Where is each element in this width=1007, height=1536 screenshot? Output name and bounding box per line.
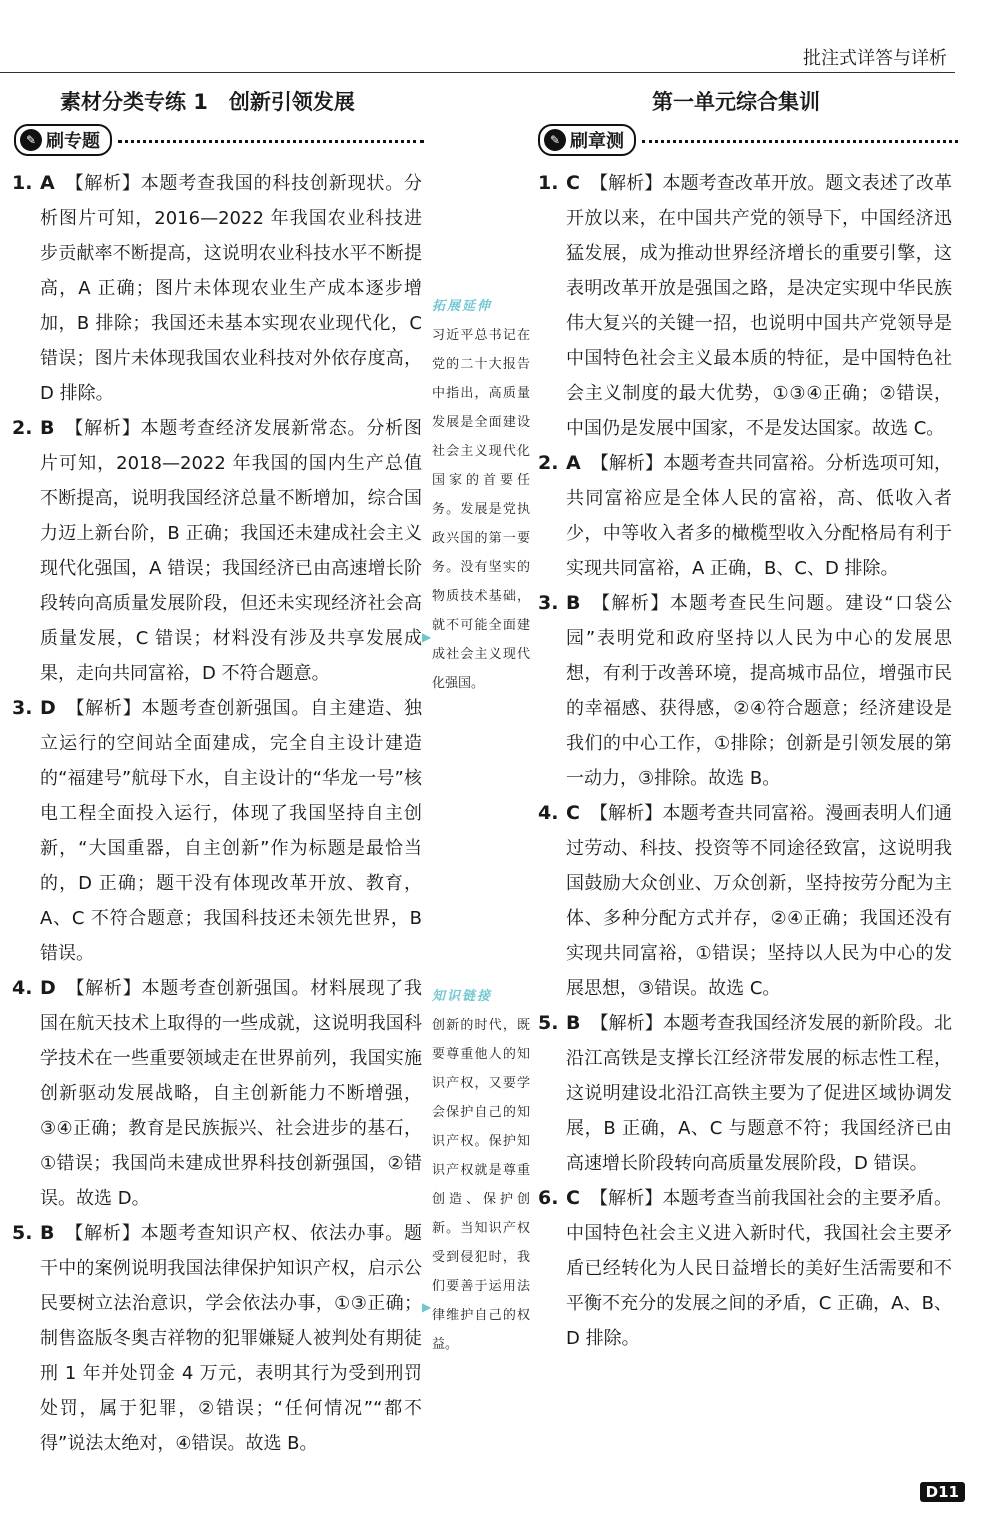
answer-letter: C xyxy=(566,802,580,824)
right-tag-row xyxy=(538,126,958,154)
answer-text: 【解析】本题考查我国的科技创新现状。分析图片可知，2016—2022 年我国农业科技进步贡献率不断提高，这说明农业科技水平不断提高，A 正确；图片未体现农业生产成本逐步增加，B 排除；我国还未基本实现农业现代化，C 错误；图片未体现我国农业科技对外依存度高，D 排除。 xyxy=(40,173,422,404)
answer-item xyxy=(538,1181,952,1356)
right-section-title: 第一单元综合集训 xyxy=(652,90,820,114)
sidenote-heading: 知识链接 xyxy=(432,989,493,1004)
answer-text: 【解析】本题考查共同富裕。漫画表明人们通过劳动、科技、投资等不同途径致富，这说明我国鼓励大众创业、万众创新，坚持按劳分配为主体、多种分配方式并存，②④正确；我国还没有实现共同富裕，①错误；坚持以人民为中心的发展思想，③错误。故选 C。 xyxy=(566,803,952,999)
sidenote-heading: 拓展延伸 xyxy=(432,299,493,314)
answer-text: 【解析】本题考查当前我国社会的主要矛盾。中国特色社会主义进入新时代，我国社会主要矛盾已经转化为人民日益增长的美好生活需要和不平衡不充分的发展之间的矛盾，C 正确，A、B、D 排除。 xyxy=(566,1188,952,1349)
answer-text: 【解析】本题考查经济发展新常态。分析图片可知，2018—2022 年我国的国内生产总值不断提高，说明我国经济总量不断增加，综合国力迈上新台阶，B 正确；我国还未建成社会主义现代化强国，A 错误；我国经济已由高速增长阶段转向高质量发展阶段，但还未实现经济社会高质量发展，C 错误；材料没有涉及共享发展成果，走向共同富裕，D 不符合题意。 xyxy=(40,418,422,684)
answer-letter: B xyxy=(566,592,581,614)
left-answer-list xyxy=(12,166,422,1461)
answer-number: 5. xyxy=(538,1012,559,1034)
answer-letter: B xyxy=(566,1012,581,1034)
answer-letter: C xyxy=(566,1187,580,1209)
answer-letter: A xyxy=(40,172,55,194)
extension-sidenote xyxy=(432,292,530,698)
page-number: D11 xyxy=(920,1482,965,1502)
answer-item xyxy=(12,1216,422,1461)
answer-item xyxy=(538,586,952,796)
answer-item xyxy=(12,691,422,971)
answer-number: 6. xyxy=(538,1187,559,1209)
left-tag-row xyxy=(14,126,424,154)
answer-number: 1. xyxy=(538,172,559,194)
answer-text: 【解析】本题考查共同富裕。分析选项可知，共同富裕应是全体人民的富裕，高、低收入者少，中等收入者多的橄榄型收入分配格局有利于实现共同富裕，A 正确，B、C、D 排除。 xyxy=(566,453,952,579)
right-tag-badge xyxy=(538,124,636,156)
answer-number: 4. xyxy=(12,977,33,999)
brush-icon: ✎ xyxy=(544,129,566,151)
answer-number: 3. xyxy=(12,697,33,719)
left-tag-badge xyxy=(14,124,112,156)
sidenote-text: 创新的时代，既要尊重他人的知识产权，又要学会保护自己的知识产权。保护知识产权就是尊重创造、保护创新。当知识产权受到侵犯时，我们要善于运用法律维护自己的权益。 xyxy=(432,1018,530,1352)
answer-item xyxy=(538,1006,952,1181)
dotted-divider xyxy=(642,140,958,143)
dotted-divider xyxy=(118,140,424,143)
answer-number: 2. xyxy=(538,452,559,474)
right-answer-list xyxy=(538,166,952,1356)
answer-number: 1. xyxy=(12,172,33,194)
answer-number: 4. xyxy=(538,802,559,824)
pointer-arrow-icon: ▶ xyxy=(422,630,432,644)
answer-letter: D xyxy=(40,977,56,999)
answer-number: 5. xyxy=(12,1222,33,1244)
answer-letter: B xyxy=(40,1222,55,1244)
answer-item xyxy=(12,411,422,691)
answer-text: 【解析】本题考查改革开放。题文表述了改革开放以来，在中国共产党的领导下，中国经济迅猛发展，成为推动世界经济增长的重要引擎，这表明改革开放是强国之路，是决定实现中华民族伟大复兴的关键一招，也说明中国共产党领导是中国特色社会主义最本质的特征，是中国特色社会主义制度的最大优势，①③④正确；②错误，中国仍是发展中国家，不是发达国家。故选 C。 xyxy=(566,173,952,439)
answer-text: 【解析】本题考查我国经济发展的新阶段。北沿江高铁是支撑长江经济带发展的标志性工程，这说明建设北沿江高铁主要为了促进区域协调发展，B 正确，A、C 与题意不符；我国经济已由高速增长阶段转向高质量发展阶段，D 错误。 xyxy=(566,1013,952,1174)
answer-text: 【解析】本题考查知识产权、依法办事。题干中的案例说明我国法律保护知识产权，启示公民要树立法治意识，学会依法办事，①③正确；制售盗版冬奥吉祥物的犯罪嫌疑人被判处有期徒刑 1 年并处罚金 4 万元，表明其行为受到刑罚处罚，属于犯罪，②错误；“任何情况”“都不得”说法太绝对，④错误。故选 B。 xyxy=(40,1223,422,1454)
answer-letter: B xyxy=(40,417,55,439)
answer-item xyxy=(538,166,952,446)
answer-number: 2. xyxy=(12,417,33,439)
answer-text: 【解析】本题考查创新强国。自主建造、独立运行的空间站全面建成，完全自主设计建造的“福建号”航母下水，自主设计的“华龙一号”核电工程全面投入运行，体现了我国坚持自主创新，“大国重器，自主创新”作为标题是最恰当的，D 正确；题干没有体现改革开放、教育，A、C 不符合题意；我国科技还未领先世界，B 错误。 xyxy=(40,698,422,964)
answer-letter: C xyxy=(566,172,580,194)
left-section-title: 素材分类专练 1 创新引领发展 xyxy=(60,90,355,114)
answer-letter: D xyxy=(40,697,56,719)
answer-item xyxy=(12,166,422,411)
header-label: 批注式详答与详析 xyxy=(803,48,947,69)
answer-item xyxy=(538,446,952,586)
header-divider xyxy=(0,72,955,73)
answer-text: 【解析】本题考查民生问题。建设“口袋公园”表明党和政府坚持以人民为中心的发展思想，有利于改善环境，提高城市品位，增强市民的幸福感、获得感，②④符合题意；经济建设是我们的中心工作，①排除；创新是引领发展的第一动力，③排除。故选 B。 xyxy=(566,593,952,789)
answer-number: 3. xyxy=(538,592,559,614)
answer-item xyxy=(538,796,952,1006)
right-tag-label: 刷章测 xyxy=(570,131,624,152)
pointer-arrow-icon: ▶ xyxy=(422,1300,432,1314)
answer-letter: A xyxy=(566,452,581,474)
knowledge-sidenote xyxy=(432,982,530,1359)
answer-item xyxy=(12,971,422,1216)
sidenote-text: 习近平总书记在党的二十大报告中指出，高质量发展是全面建设社会主义现代化国家的首要任务。发展是党执政兴国的第一要务。没有坚实的物质技术基础，就不可能全面建成社会主义现代化强国。 xyxy=(432,328,530,691)
answer-text: 【解析】本题考查创新强国。材料展现了我国在航天技术上取得的一些成就，这说明我国科学技术在一些重要领域走在世界前列，我国实施创新驱动发展战略，自主创新能力不断增强，③④正确；教育是民族振兴、社会进步的基石，①错误；我国尚未建成世界科技创新强国，②错误。故选 D。 xyxy=(40,978,422,1209)
brush-icon: ✎ xyxy=(20,129,42,151)
left-tag-label: 刷专题 xyxy=(46,131,100,152)
